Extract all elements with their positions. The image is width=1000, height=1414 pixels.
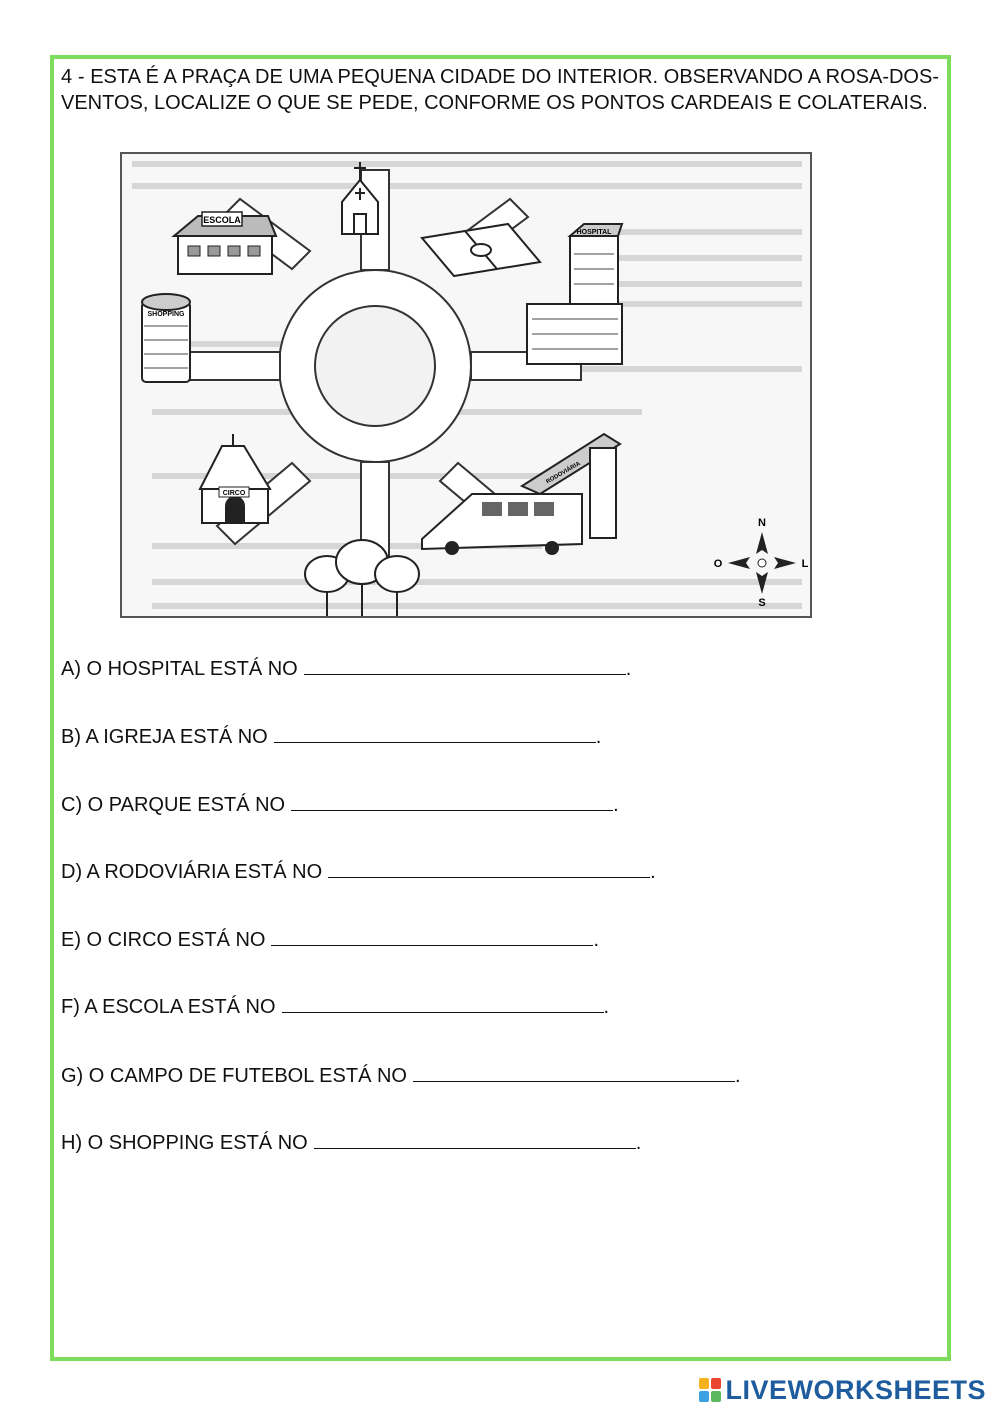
- answer-field-a[interactable]: [304, 656, 626, 675]
- question-e: E) O CIRCO ESTÁ NO .: [61, 929, 600, 951]
- answer-field-c[interactable]: [291, 792, 613, 811]
- school-label: ESCOLA: [203, 215, 241, 225]
- question-g: G) O CAMPO DE FUTEBOL ESTÁ NO .: [61, 1065, 741, 1087]
- compass-east-label: L: [801, 558, 809, 570]
- question-h: H) O SHOPPING ESTÁ NO .: [61, 1132, 642, 1154]
- circus-icon: [200, 434, 270, 523]
- liveworksheets-logo-text: LIVEWORKSHEETS: [725, 1374, 986, 1405]
- answer-field-e[interactable]: [271, 927, 593, 946]
- question-d: D) A RODOVIÁRIA ESTÁ NO .: [61, 861, 656, 883]
- answer-field-f[interactable]: [282, 994, 604, 1013]
- question-b: B) A IGREJA ESTÁ NO .: [61, 726, 602, 748]
- shopping-icon: [142, 294, 190, 382]
- bus-station-icon: [422, 434, 620, 555]
- hospital-label: HOSPITAL: [576, 229, 612, 236]
- answer-field-b[interactable]: [274, 724, 596, 743]
- answer-field-h[interactable]: [314, 1130, 636, 1149]
- compass-south-label: S: [758, 597, 766, 609]
- shopping-label: SHOPPING: [147, 311, 185, 318]
- school-icon: [174, 212, 276, 274]
- instruction-text: 4 - ESTA É A PRAÇA DE UMA PEQUENA CIDADE DO INTERIOR. OBSERVANDO A ROSA-DOS-VENTOS, LOCALIZE O QUE SE PEDE, CONFORME OS PONTOS CARDEAIS E COLATERAIS.: [61, 66, 939, 114]
- compass-west-label: O: [713, 558, 723, 570]
- liveworksheets-logo[interactable]: [699, 1373, 986, 1407]
- compass-north-label: N: [758, 517, 766, 529]
- soccer-field-icon: [422, 224, 540, 276]
- question-a: A) O HOSPITAL ESTÁ NO .: [61, 658, 632, 680]
- hospital-icon: [527, 224, 622, 364]
- question-f: F) A ESCOLA ESTÁ NO .: [61, 996, 610, 1018]
- town-square-map: [120, 152, 812, 618]
- circus-label: CIRCO: [222, 490, 246, 497]
- compass-rose-icon: [714, 517, 809, 609]
- bus-station-label: RODOVIÁRIA: [545, 460, 582, 486]
- answer-field-d[interactable]: [328, 859, 650, 878]
- question-c: C) O PARQUE ESTÁ NO .: [61, 794, 619, 816]
- answer-field-g[interactable]: [413, 1063, 735, 1082]
- map-illustration: [122, 154, 812, 618]
- liveworksheets-logo-icon: [699, 1378, 721, 1402]
